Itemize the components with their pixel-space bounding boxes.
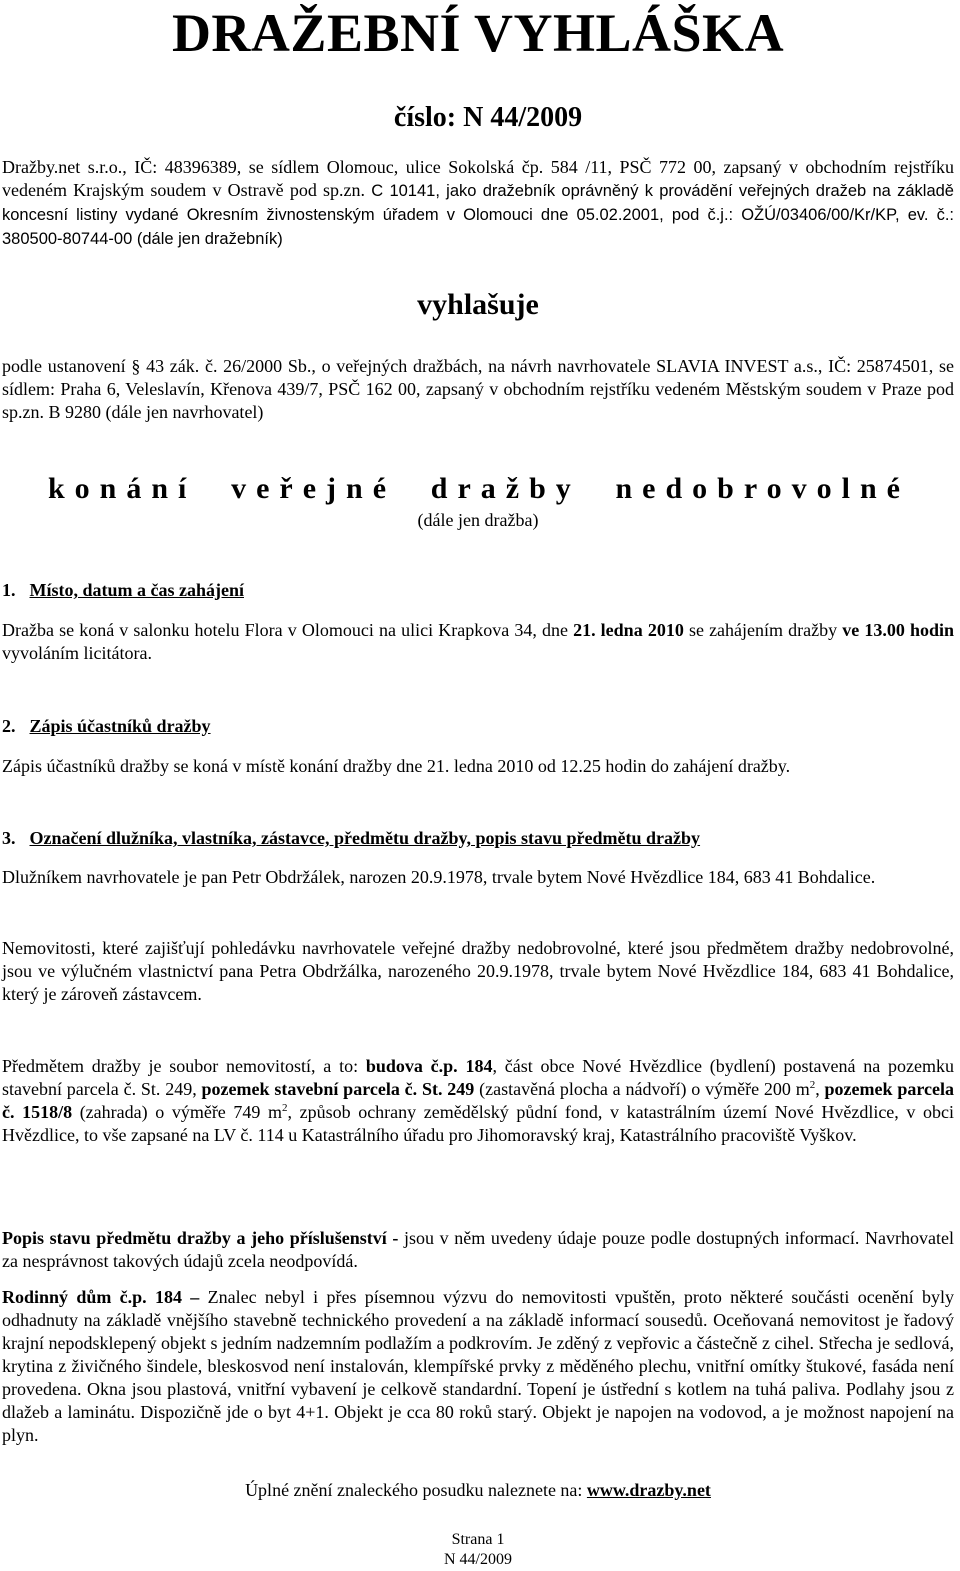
section-number: 1. <box>2 580 16 600</box>
subject-paragraph <box>2 1055 954 1147</box>
debtor-paragraph: Dlužníkem navrhovatele je pan Petr Obdržálek, narozen 20.9.1978, trvale bytem Nové Hvězdlice 184, 683 41 Bohdalice. <box>2 867 876 887</box>
bold-run: pozemek parcela č. 1518/8 <box>2 1079 955 1122</box>
text-run: (zahrada) o výměře 749 m <box>72 1102 282 1122</box>
bold-run: pozemek stavební parcela č. St. 249 <box>201 1079 475 1099</box>
document-title: DRAŽEBNÍ VYHLÁŠKA <box>171 3 785 63</box>
full-text-line <box>0 1480 956 1500</box>
superscript: 2 <box>282 1102 288 1114</box>
document-number: číslo: N 44/2009 <box>393 102 583 133</box>
section-1-text <box>2 619 954 665</box>
bold-run: Popis stavu předmětu dražby a jeho příslušenství - <box>2 1228 399 1248</box>
property-paragraph: Nemovitosti, které zajišťují pohledávku navrhovatele veřejné dražby nedobrovolné, které jsou předmětem dražby nedobrovolné, jsou ve výlučném vlastnictví pana Petra Obdržálka, narozeného 20.9.1978, trvale bytem Nové Hvězdlice 184, 683 41 Bohdalice, který je zároveň zástavcem. <box>2 938 954 1004</box>
section-title: Zápis účastníků dražby <box>29 716 211 736</box>
intro-text-2: C 10141, jako dražebník oprávněný k provádění veřejných dražeb na základě koncesní listiny vydané Okresním živnostenským úřadem v Olomouci dne 05.02.2001, pod č.j.: OŽÚ/03406/00/Kr/KP, ev. č.: 380500-80744-00 (dále jen dražebník) <box>2 182 954 248</box>
auction-word: veřejné <box>231 472 397 505</box>
intro-text-1: Dražby.net s.r.o., IČ: 48396389, se sídlem Olomouc, ulice Sokolská čp. 584 /11, PSČ 772 00, zapsaný v obchodním rejstříku vedeném Krajským soudem v Ostravě pod sp.zn. <box>2 157 954 200</box>
auction-word: dražby <box>430 472 581 505</box>
bold-run: Rodinný dům č.p. 184 – <box>2 1287 200 1307</box>
text-run: Úplné znění znaleckého posudku naleznete na: <box>245 1480 587 1500</box>
section-2-heading <box>2 716 211 737</box>
text-run: , způsob ochrany zemědělský půdní fond, v katastrálním území Nové Hvězdlice, v obci Hvězdlice, to vše zapsané na LV č. 114 u Katastrálního úřadu pro Jihomoravský kraj, Katastrálního pracoviště Vyškov. <box>2 1102 954 1145</box>
section-title: Místo, datum a čas zahájení <box>29 580 244 600</box>
section-1-heading <box>2 580 244 601</box>
page-number: Strana 1 <box>451 1531 505 1548</box>
text-run: (zastavěná plocha a nádvoří) o výměře 200 m <box>474 1079 810 1099</box>
section-3-heading <box>2 828 700 849</box>
bold-run: budova č.p. 184 <box>365 1056 493 1076</box>
text-run: Předmětem dražby je soubor nemovitostí, a to: <box>2 1056 366 1076</box>
text-run: jsou v něm uvedeny údaje pouze podle dostupných informací. Navrhovatel za nesprávnost takových údajů zcela neodpovídá. <box>2 1228 954 1271</box>
section-number: 2. <box>2 716 16 736</box>
drazby-link[interactable]: www.drazby.net <box>586 1480 711 1500</box>
auction-word: konání <box>48 472 197 505</box>
text-run: , <box>815 1079 825 1099</box>
auction-time: ve 13.00 hodin <box>842 620 955 640</box>
proposer-paragraph: podle ustanovení § 43 zák. č. 26/2000 Sb., o veřejných dražbách, na návrh navrhovatele SLAVIA INVEST a.s., IČ: 25874501, se sídlem: Praha 6, Veleslavín, Křenova 439/7, PSČ 162 00, zapsaný v obchodním rejstříku vedeném Městským soudem v Praze pod sp.zn. B 9280 (dále jen navrhovatel) <box>2 356 954 422</box>
section-2-text: Zápis účastníků dražby se koná v místě konání dražby dne 21. ledna 2010 od 12.25 hodin do zahájení dražby. <box>2 756 791 776</box>
auction-word: nedobrovolné <box>615 472 910 505</box>
text-run: , část obce Nové Hvězdlice (bydlení) postavená na pozemku stavební parcela č. St. 249, <box>2 1056 954 1099</box>
announces-heading: vyhlašuje <box>417 288 539 321</box>
auction-note: (dále jen dražba) <box>417 510 539 530</box>
auction-type-heading <box>48 472 910 506</box>
text-run: Dražba se koná v salonku hotelu Flora v Olomouci na ulici Krapkova 34, dne <box>2 620 574 640</box>
condition-paragraph <box>2 1227 954 1273</box>
section-title: Označení dlužníka, vlastníka, zástavce, předmětu dražby, popis stavu předmětu dražby <box>29 828 701 848</box>
footer <box>0 1530 956 1570</box>
footer-reference: N 44/2009 <box>444 1551 512 1568</box>
house-description-paragraph <box>2 1286 954 1447</box>
superscript: 2 <box>809 1079 816 1091</box>
auction-date: 21. ledna 2010 <box>573 620 684 640</box>
text-run: se zahájením dražby <box>683 620 843 640</box>
text-run: Znalec nebyl i přes písemnou výzvu do nemovitosti vpuštěn, proto některé součásti ocenění byly odhadnuty na základě vnějšího stavebně technického provedení a na základě informací sousedů. Oceňovaná nemovitost je řadový krajní nepodsklepený objekt s jedním nadzemním podlažím a podkrovím. Je zděný z vepřovic a částečně z cihel. Střecha je sedlová, krytina z živičného šindele, bleskosvod není instalován, klempířské prvky z měděného plechu, vnitřní omítky štukové, fasáda není provedena. Okna jsou plastová, vnitřní vybavení je celkově standardní. Topení je ústřední s kotlem na tuhá paliva. Podlahy jsou z dlažeb a laminátu. Dispozičně jde o byt 4+1. Objekt je cca 80 roků starý. Objekt je napojen na vodovod, a je možnost napojení na plyn. <box>2 1287 954 1445</box>
text-run: vyvoláním licitátora. <box>2 643 152 663</box>
intro-paragraph <box>2 156 954 251</box>
section-number: 3. <box>2 828 16 848</box>
